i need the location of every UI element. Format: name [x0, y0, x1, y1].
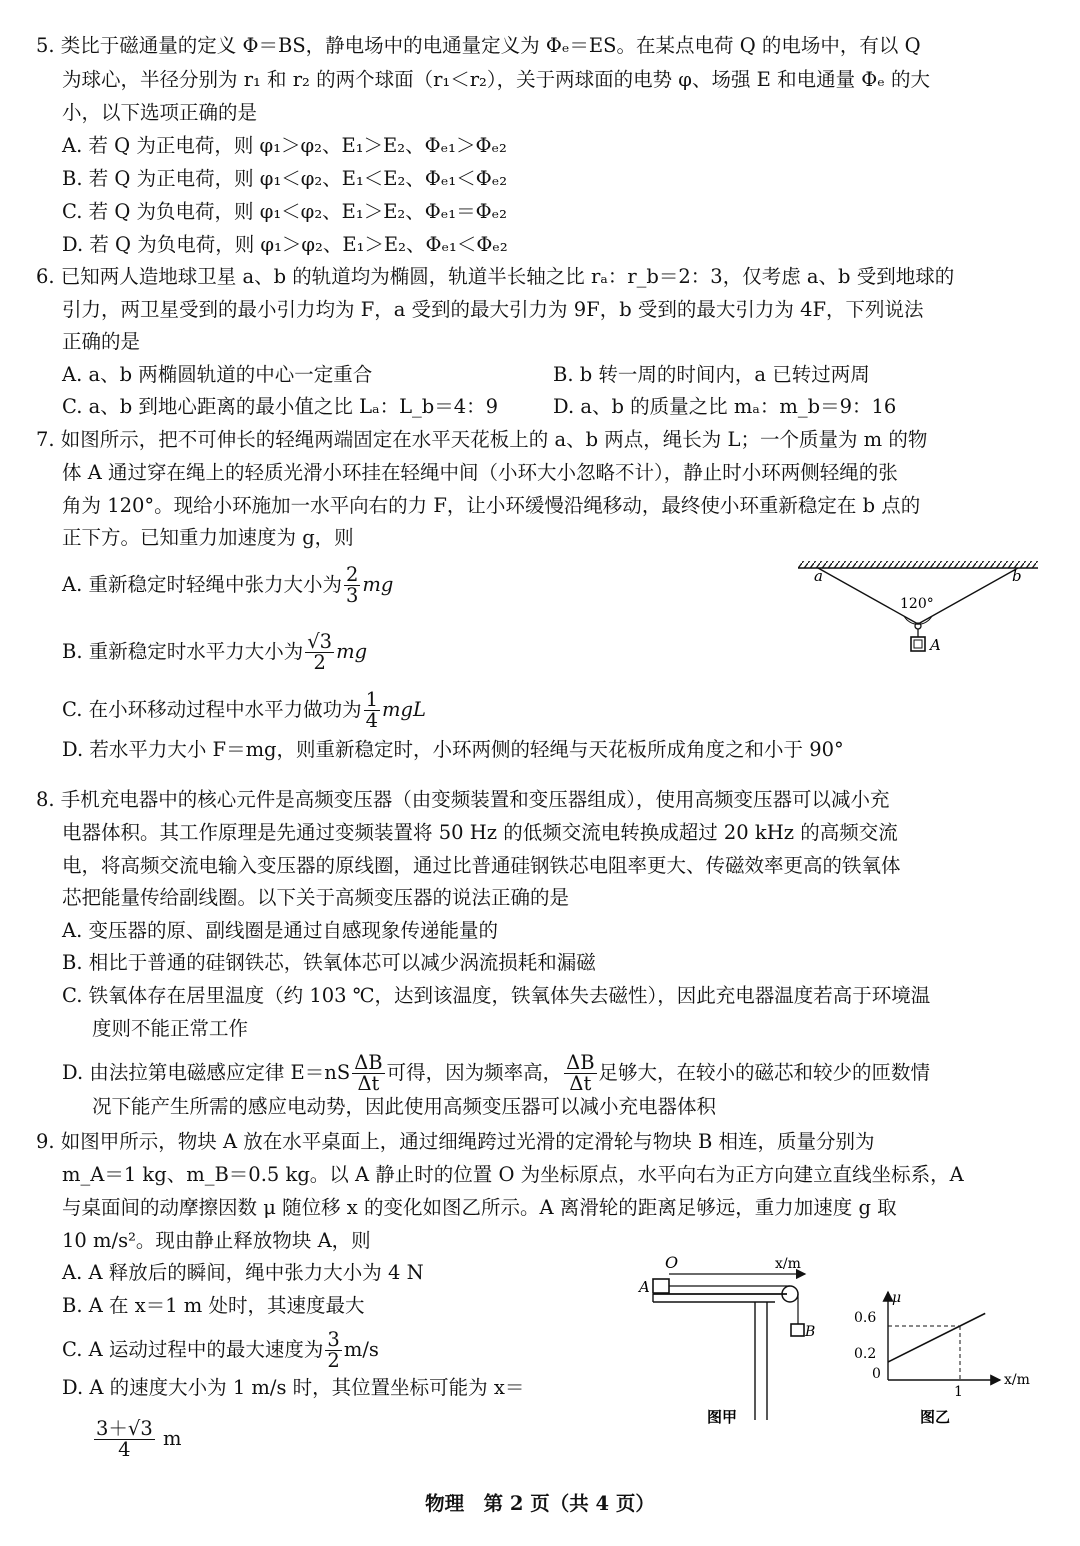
y-tick-0.6: 0.6 [854, 1310, 877, 1326]
x-axis-label: x/m [1004, 1372, 1030, 1388]
q9-option-d-line1: D. A 的速度大小为 1 m/s 时，其位置坐标可能为 x＝ [62, 1376, 525, 1399]
q8-option-a: A. 变压器的原、副线圈是通过自感现象传递能量的 [62, 919, 498, 942]
fraction [305, 632, 334, 673]
q9-stem-line4: 10 m/s²。现由静止释放物块 A，则 [62, 1229, 371, 1252]
fraction [564, 1053, 596, 1094]
q7-option-c-unit: mgL [382, 698, 426, 721]
x-tick-1: 1 [954, 1384, 963, 1400]
block-a [653, 1279, 669, 1293]
block-b [791, 1324, 804, 1336]
q7-option-b-text: B. 重新稳定时水平力大小为 [62, 640, 304, 663]
q6-stem-line1: 6. 已知两人造地球卫星 a、b 的轨道均为椭圆，轨道半长轴之比 rₐ：r_b＝2：3，仅考虑 a、b 受到地球的 [36, 265, 955, 288]
q6-stem-line3: 正确的是 [62, 330, 141, 353]
fraction-denominator: 2 [313, 651, 326, 674]
q7-stem-line2: 体 A 通过穿在绳上的轻质光滑小环挂在轻绳中间（小环大小忽略不计），静止时小环两侧轻绳的张 [62, 461, 898, 484]
fraction [364, 690, 380, 731]
mu-line-series [888, 1313, 985, 1362]
q9-option-d-line2 [92, 1419, 181, 1460]
figure-jia-caption: 图甲 [707, 1408, 738, 1426]
q7-option-a-text: A. 重新稳定时轻绳中张力大小为 [62, 573, 342, 596]
fraction-denominator: 2 [327, 1349, 340, 1372]
page-footer: 物理 第 2 页（共 4 页） [425, 1492, 655, 1515]
fraction-denominator: 4 [365, 709, 379, 732]
origin-label: O [665, 1253, 679, 1272]
q6-option-a: A. a、b 两椭圆轨道的中心一定重合 [62, 363, 373, 386]
object-a [911, 637, 925, 651]
q6-stem-line2: 引力，两卫星受到的最小引力均为 F，a 受到的最大引力为 9F，b 受到的最大引力为 4F，下列说法 [62, 298, 924, 321]
q8-stem-line1: 8. 手机充电器中的核心元件是高频变压器（由变频装置和变压器组成），使用高频变压器可以减小充 [36, 788, 890, 811]
q7-stem-line1: 7. 如图所示，把不可伸长的轻绳两端固定在水平天花板上的 a、b 两点，绳长为 L；一个质量为 m 的物 [36, 428, 928, 451]
figure-yi-caption: 图乙 [920, 1408, 951, 1426]
fraction-numerator: 3 [327, 1328, 340, 1351]
fraction [352, 1053, 384, 1094]
q9-option-d-unit: m [162, 1427, 182, 1450]
q9-stem-line1: 9. 如图甲所示，物块 A 放在水平桌面上，通过细绳跨过光滑的定滑轮与物块 B 相连，质量分别为 [36, 1130, 875, 1153]
q8-option-d-line2: 况下能产生所需的感应电动势，因此使用高频变压器可以减小充电器体积 [92, 1095, 717, 1118]
q5-option-d: D. 若 Q 为负电荷，则 φ₁＞φ₂、E₁＞E₂、Φₑ₁＜Φₑ₂ [62, 233, 508, 256]
fraction-numerator: ΔB [354, 1051, 383, 1074]
q8-option-c-line1: C. 铁氧体存在居里温度（约 103 ℃，达到该温度，铁氧体失去磁性），因此充电器温度若高于环境温 [62, 984, 931, 1007]
figure-jia [635, 1248, 825, 1438]
fraction-numerator: ΔB [566, 1051, 595, 1074]
q9-option-c [62, 1330, 379, 1371]
q9-stem-line3: 与桌面间的动摩擦因数 μ 随位移 x 的变化如图乙所示。A 离滑轮的距离足够远，重力加速度 g 取 [62, 1196, 897, 1219]
fraction-denominator: Δt [357, 1072, 380, 1095]
fraction-numerator: 1 [365, 688, 379, 711]
fraction-denominator: 4 [118, 1438, 131, 1461]
q5-option-c: C. 若 Q 为负电荷，则 φ₁＜φ₂、E₁＞E₂、Φₑ₁＝Φₑ₂ [62, 200, 507, 223]
q7-stem-line4: 正下方。已知重力加速度为 g，则 [62, 526, 354, 549]
q8-option-d-text: D. 由法拉第电磁感应定律 E＝nS [62, 1061, 351, 1084]
x-axis-label: x/m [775, 1256, 801, 1272]
q5-stem-line1: 5. 类比于磁通量的定义 Φ＝BS，静电场中的电通量定义为 Φₑ＝ES。在某点电荷 Q 的电场中，有以 Q [36, 34, 921, 57]
q8-option-d-tail: 足够大，在较小的磁芯和较少的匝数情 [598, 1061, 931, 1084]
q6-option-b: B. b 转一周的时间内，a 已转过两周 [553, 363, 870, 386]
fraction-numerator: 3＋√3 [96, 1417, 153, 1440]
q6-option-d: D. a、b 的质量之比 mₐ：m_b＝9：16 [553, 395, 897, 418]
q7-option-b [62, 632, 367, 673]
fraction-numerator: 2 [345, 563, 359, 586]
q7-option-c [62, 690, 426, 731]
q5-stem-line2: 为球心，半径分别为 r₁ 和 r₂ 的两个球面（r₁＜r₂），关于两球面的电势 φ、场强 E 和电通量 Φₑ 的大 [62, 68, 931, 91]
point-a-label: a [814, 567, 823, 585]
angle-label: 120° [900, 596, 934, 612]
q8-option-b: B. 相比于普通的硅钢铁芯，铁氧体芯可以减少涡流损耗和漏磁 [62, 951, 596, 974]
y-axis-label: μ [892, 1290, 902, 1306]
fraction-numerator: √3 [307, 630, 333, 653]
q8-option-c-line2: 度则不能正常工作 [92, 1017, 249, 1040]
fraction-denominator: Δt [569, 1072, 592, 1095]
q8-option-d-middle: 可得，因为频率高， [386, 1061, 563, 1084]
fraction [344, 565, 360, 606]
q7-rope-figure [790, 555, 1050, 665]
q8-option-d-line1 [62, 1053, 930, 1094]
q6-option-c: C. a、b 到地心距离的最小值之比 Lₐ：L_b＝4：9 [62, 395, 499, 418]
fraction [94, 1419, 155, 1460]
q9-stem-line2: m_A＝1 kg、m_B＝0.5 kg。以 A 静止时的位置 O 为坐标原点，水平向右为正方向建立直线坐标系，A [62, 1163, 964, 1186]
q9-option-b: B. A 在 x＝1 m 处时，其速度最大 [62, 1294, 365, 1317]
q5-stem-line3: 小，以下选项正确的是 [62, 101, 258, 124]
q9-option-a: A. A 释放后的瞬间，绳中张力大小为 4 N [62, 1261, 424, 1284]
q9-option-c-text: C. A 运动过程中的最大速度为 [62, 1338, 324, 1361]
q8-stem-line2: 电器体积。其工作原理是先通过变频装置将 50 Hz 的低频交流电转换成超过 20 kHz 的高频交流 [62, 821, 898, 844]
figure-yi-chart [850, 1288, 1050, 1438]
q5-option-b: B. 若 Q 为正电荷，则 φ₁＜φ₂、E₁＜E₂、Φₑ₁＜Φₑ₂ [62, 167, 508, 190]
q7-option-a [62, 565, 393, 606]
q7-option-d: D. 若水平力大小 F＝mg，则重新稳定时，小环两侧的轻绳与天花板所成角度之和小于 90° [62, 738, 844, 761]
point-b-label: b [1012, 567, 1022, 585]
q7-option-c-text: C. 在小环移动过程中水平力做功为 [62, 698, 362, 721]
block-b-label: B [805, 1324, 816, 1340]
origin-tick: 0 [872, 1366, 881, 1382]
q7-option-b-unit: mg [336, 640, 368, 663]
q7-option-a-unit: mg [362, 573, 394, 596]
q8-stem-line4: 芯把能量传给副线圈。以下关于高频变压器的说法正确的是 [62, 886, 570, 909]
q7-stem-line3: 角为 120°。现给小环施加一水平向右的力 F，让小环缓慢沿绳移动，最终使小环重新稳定在 b 点的 [62, 494, 921, 517]
q5-option-a: A. 若 Q 为正电荷，则 φ₁＞φ₂、E₁＞E₂、Φₑ₁＞Φₑ₂ [62, 134, 507, 157]
object-a-inner [914, 640, 922, 648]
ceiling-hatch [798, 561, 1038, 568]
object-a-label: A [930, 636, 941, 654]
y-tick-0.2: 0.2 [854, 1346, 877, 1362]
fraction-denominator: 3 [345, 584, 359, 607]
q8-stem-line3: 电，将高频交流电输入变压器的原线圈，通过比普通硅钢铁芯电阻率更大、传磁效率更高的铁氧体 [62, 854, 901, 877]
block-a-label: A [639, 1278, 650, 1296]
fraction [325, 1330, 341, 1371]
q9-option-c-unit: m/s [343, 1338, 379, 1361]
